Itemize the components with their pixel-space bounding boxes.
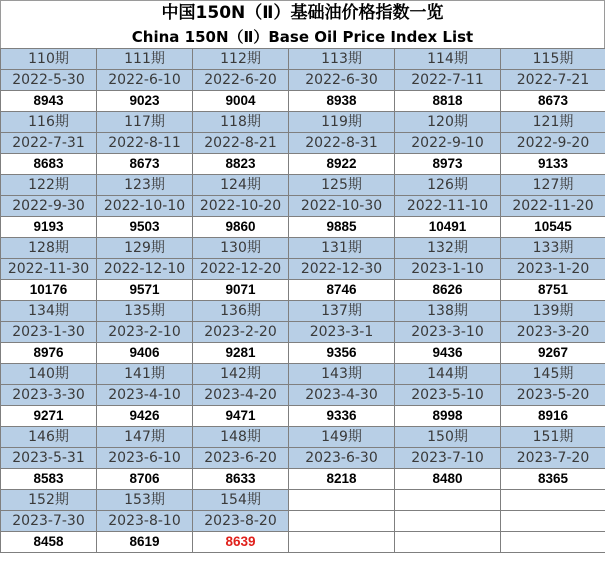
value-cell: 9471 (193, 406, 289, 427)
period-cell: 141期 (97, 364, 193, 385)
period-cell: 131期 (289, 238, 395, 259)
period-cell: 134期 (1, 301, 97, 322)
value-cell: 8818 (395, 91, 501, 112)
period-cell: 137期 (289, 301, 395, 322)
date-cell: 2023-8-10 (97, 511, 193, 532)
date-row (1, 196, 605, 217)
period-row (1, 112, 605, 133)
date-cell: 2022-12-20 (193, 259, 289, 280)
value-cell: 9356 (289, 343, 395, 364)
date-row (1, 322, 605, 343)
empty-cell (289, 511, 395, 532)
value-row (1, 406, 605, 427)
period-row (1, 175, 605, 196)
empty-cell (501, 532, 605, 553)
period-cell: 148期 (193, 427, 289, 448)
value-cell: 9860 (193, 217, 289, 238)
date-cell: 2023-3-30 (1, 385, 97, 406)
period-cell: 138期 (395, 301, 501, 322)
period-cell: 115期 (501, 49, 605, 70)
period-cell: 139期 (501, 301, 605, 322)
date-cell: 2022-11-10 (395, 196, 501, 217)
value-cell: 9503 (97, 217, 193, 238)
date-cell: 2022-6-30 (289, 70, 395, 91)
period-cell: 122期 (1, 175, 97, 196)
value-cell: 8916 (501, 406, 605, 427)
date-row (1, 133, 605, 154)
period-cell: 135期 (97, 301, 193, 322)
value-cell: 9885 (289, 217, 395, 238)
period-cell: 125期 (289, 175, 395, 196)
date-cell: 2022-11-30 (1, 259, 97, 280)
date-cell: 2023-6-20 (193, 448, 289, 469)
period-cell: 145期 (501, 364, 605, 385)
value-cell: 8943 (1, 91, 97, 112)
period-cell: 144期 (395, 364, 501, 385)
period-cell: 126期 (395, 175, 501, 196)
period-cell: 129期 (97, 238, 193, 259)
period-cell: 111期 (97, 49, 193, 70)
value-row (1, 469, 605, 490)
date-cell: 2023-5-20 (501, 385, 605, 406)
period-cell: 146期 (1, 427, 97, 448)
empty-cell (395, 511, 501, 532)
period-cell: 112期 (193, 49, 289, 70)
date-cell: 2023-1-20 (501, 259, 605, 280)
period-cell: 130期 (193, 238, 289, 259)
period-cell: 150期 (395, 427, 501, 448)
date-cell: 2022-5-30 (1, 70, 97, 91)
date-cell: 2022-12-30 (289, 259, 395, 280)
period-cell: 121期 (501, 112, 605, 133)
value-row (1, 280, 605, 301)
date-cell: 2023-4-30 (289, 385, 395, 406)
date-cell: 2022-11-20 (501, 196, 605, 217)
date-cell: 2023-1-30 (1, 322, 97, 343)
date-cell: 2022-7-31 (1, 133, 97, 154)
empty-cell (395, 532, 501, 553)
empty-cell (501, 490, 605, 511)
value-cell: 9267 (501, 343, 605, 364)
date-cell: 2023-5-10 (395, 385, 501, 406)
date-cell: 2023-3-20 (501, 322, 605, 343)
date-cell: 2023-3-1 (289, 322, 395, 343)
value-cell: 8626 (395, 280, 501, 301)
value-cell: 9336 (289, 406, 395, 427)
date-cell: 2023-7-20 (501, 448, 605, 469)
date-cell: 2022-6-20 (193, 70, 289, 91)
period-cell: 124期 (193, 175, 289, 196)
date-cell: 2022-9-30 (1, 196, 97, 217)
value-cell: 8751 (501, 280, 605, 301)
period-cell: 117期 (97, 112, 193, 133)
period-cell: 136期 (193, 301, 289, 322)
value-cell: 8365 (501, 469, 605, 490)
period-cell: 153期 (97, 490, 193, 511)
period-cell: 113期 (289, 49, 395, 70)
date-cell: 2022-7-11 (395, 70, 501, 91)
empty-cell (395, 490, 501, 511)
date-cell: 2022-10-30 (289, 196, 395, 217)
date-cell: 2022-9-10 (395, 133, 501, 154)
value-cell: 9271 (1, 406, 97, 427)
period-cell: 142期 (193, 364, 289, 385)
value-cell: 9436 (395, 343, 501, 364)
value-cell: 8218 (289, 469, 395, 490)
date-cell: 2022-10-20 (193, 196, 289, 217)
period-row (1, 238, 605, 259)
value-cell: 8583 (1, 469, 97, 490)
date-cell: 2022-8-21 (193, 133, 289, 154)
period-cell: 149期 (289, 427, 395, 448)
value-row (1, 154, 605, 175)
value-cell: 8458 (1, 532, 97, 553)
period-row (1, 427, 605, 448)
period-cell: 118期 (193, 112, 289, 133)
date-cell: 2023-7-30 (1, 511, 97, 532)
value-cell: 9406 (97, 343, 193, 364)
date-row (1, 259, 605, 280)
value-cell: 10491 (395, 217, 501, 238)
date-cell: 2023-7-10 (395, 448, 501, 469)
value-cell: 8633 (193, 469, 289, 490)
value-row (1, 91, 605, 112)
empty-cell (289, 490, 395, 511)
period-cell: 147期 (97, 427, 193, 448)
value-cell: 8639 (193, 532, 289, 553)
date-cell: 2023-4-20 (193, 385, 289, 406)
date-cell: 2023-6-10 (97, 448, 193, 469)
period-row (1, 301, 605, 322)
period-cell: 123期 (97, 175, 193, 196)
empty-cell (501, 511, 605, 532)
period-row (1, 49, 605, 70)
period-row (1, 364, 605, 385)
value-cell: 9571 (97, 280, 193, 301)
date-cell: 2022-10-10 (97, 196, 193, 217)
period-cell: 151期 (501, 427, 605, 448)
table-body (1, 49, 605, 553)
value-cell: 8683 (1, 154, 97, 175)
title-area (0, 0, 605, 48)
value-cell: 9193 (1, 217, 97, 238)
date-cell: 2023-2-20 (193, 322, 289, 343)
date-cell: 2022-12-10 (97, 259, 193, 280)
period-cell: 140期 (1, 364, 97, 385)
empty-cell (289, 532, 395, 553)
period-cell: 152期 (1, 490, 97, 511)
value-cell: 8973 (395, 154, 501, 175)
period-cell: 110期 (1, 49, 97, 70)
value-cell: 8673 (501, 91, 605, 112)
date-cell: 2023-8-20 (193, 511, 289, 532)
date-cell: 2023-5-31 (1, 448, 97, 469)
period-row (1, 490, 605, 511)
period-cell: 132期 (395, 238, 501, 259)
date-cell: 2023-2-10 (97, 322, 193, 343)
date-row (1, 511, 605, 532)
value-row (1, 343, 605, 364)
value-cell: 9426 (97, 406, 193, 427)
price-index-table (0, 48, 605, 553)
value-cell: 9133 (501, 154, 605, 175)
period-cell: 119期 (289, 112, 395, 133)
value-cell: 8922 (289, 154, 395, 175)
value-cell: 10176 (1, 280, 97, 301)
period-cell: 116期 (1, 112, 97, 133)
value-cell: 8938 (289, 91, 395, 112)
period-cell: 127期 (501, 175, 605, 196)
value-cell: 10545 (501, 217, 605, 238)
title-chinese: 中国150N（Ⅱ）基础油价格指数一览 (161, 3, 444, 23)
title-english: China 150N（Ⅱ）Base Oil Price Index List (131, 28, 474, 46)
value-cell: 8976 (1, 343, 97, 364)
value-cell: 9071 (193, 280, 289, 301)
period-cell: 128期 (1, 238, 97, 259)
period-cell: 154期 (193, 490, 289, 511)
date-cell: 2022-8-31 (289, 133, 395, 154)
period-cell: 120期 (395, 112, 501, 133)
value-cell: 8480 (395, 469, 501, 490)
date-cell: 2022-9-20 (501, 133, 605, 154)
date-cell: 2022-7-21 (501, 70, 605, 91)
date-cell: 2023-4-10 (97, 385, 193, 406)
value-cell: 8823 (193, 154, 289, 175)
value-cell: 9023 (97, 91, 193, 112)
value-row (1, 217, 605, 238)
period-cell: 114期 (395, 49, 501, 70)
value-cell: 9004 (193, 91, 289, 112)
date-cell: 2023-3-10 (395, 322, 501, 343)
value-cell: 8619 (97, 532, 193, 553)
date-cell: 2022-6-10 (97, 70, 193, 91)
date-cell: 2023-1-10 (395, 259, 501, 280)
date-row (1, 385, 605, 406)
date-row (1, 70, 605, 91)
date-cell: 2022-8-11 (97, 133, 193, 154)
period-cell: 133期 (501, 238, 605, 259)
period-cell: 143期 (289, 364, 395, 385)
value-row (1, 532, 605, 553)
value-cell: 8673 (97, 154, 193, 175)
value-cell: 8998 (395, 406, 501, 427)
value-cell: 8706 (97, 469, 193, 490)
date-cell: 2023-6-30 (289, 448, 395, 469)
value-cell: 9281 (193, 343, 289, 364)
value-cell: 8746 (289, 280, 395, 301)
date-row (1, 448, 605, 469)
